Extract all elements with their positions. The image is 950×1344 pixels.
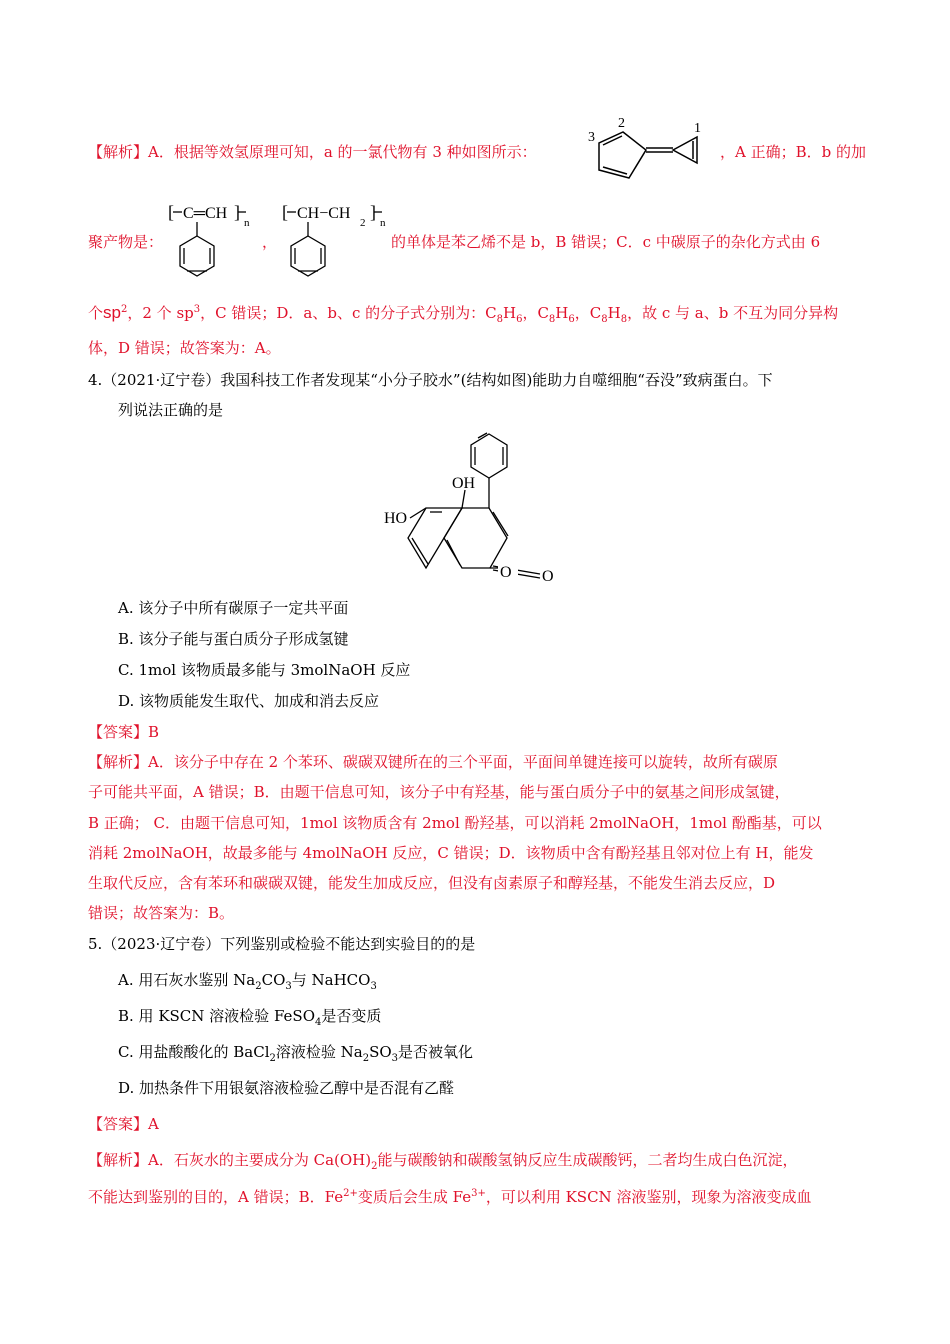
- svg-text:n: n: [244, 217, 250, 229]
- question-5-option-d: D. 加热条件下用银氨溶液检验乙醇中是否混有乙醛: [118, 1079, 455, 1097]
- explanation-3-line-2a: 聚产物是：: [88, 233, 164, 251]
- question-5-option-b: B. 用 KSCN 溶液检验 FeSO$_4$是否变质: [118, 1007, 382, 1028]
- ring-o-label: O: [500, 564, 512, 581]
- explanation-3-line-1b: ，A 正确；B．b 的加: [720, 143, 866, 161]
- explanation-3-line-1: 【解析】A．根据等效氢原理可知，a 的一氯代物有 3 种如图所示：: [88, 143, 537, 161]
- polymer-structure-2: [282, 198, 392, 283]
- polymer-structure-1: [168, 198, 258, 283]
- question-5-answer: 【答案】A: [88, 1115, 159, 1133]
- coumarin-structure: [380, 428, 580, 588]
- question-4-answer: 【答案】B: [88, 723, 160, 741]
- question-4-stem-2: 列说法正确的是: [118, 401, 224, 419]
- question-5-explanation-2: 不能达到鉴别的目的，A 错误；B．$Fe^{2+}$变质后会生成 $Fe^{3+}$，可以利用 KSCN 溶液鉴别，现象为溶液变成血: [88, 1188, 812, 1206]
- explanation-3-line-2b: 的单体是苯乙烯不是 b，B 错误；C．c 中碳原子的杂化方式由 6: [391, 233, 821, 251]
- question-5-option-c: C. 用盐酸酸化的 BaCl$_2$溶液检验 $Na_2SO_3$是否被氧化: [118, 1043, 474, 1064]
- explanation-3-line-3: 个$sp^2$，2 个 $sp^3$，C 错误；D．a、b、c 的分子式分别为：$C_8H_6$，$C_8H_6$，$C_8H_8$，故 c 与 a、b 不互为同分异构: [88, 303, 839, 325]
- label-2: 2: [618, 116, 625, 131]
- explanation-3-line-4: 体，D 错误；故答案为：A。: [88, 339, 281, 357]
- svg-text:]: ]: [234, 202, 240, 222]
- label-3: 3: [588, 130, 595, 145]
- question-4-explanation-6: 错误；故答案为：B。: [88, 904, 235, 922]
- question-4-option-c: C. 1mol 该物质最多能与 3molNaOH 反应: [118, 661, 411, 679]
- question-4-explanation-3: B 正确； C．由题干信息可知，1mol 该物质含有 2mol 酚羟基，可以消耗 2molNaOH，1mol 酚酯基，可以: [88, 814, 822, 832]
- fulvene-structure: [585, 115, 715, 185]
- oh-label: OH: [452, 475, 476, 492]
- question-4-option-a: A. 该分子中所有碳原子一定共平面: [118, 599, 349, 617]
- question-4-explanation-5: 生取代反应，含有苯环和碳碳双键，能发生加成反应，但没有卤素原子和醇羟基，不能发生消去反应，D: [88, 874, 776, 892]
- question-5-explanation-1: 【解析】A．石灰水的主要成分为 $Ca(OH)_2$能与碳酸钠和碳酸氢钠反应生成碳酸钙，二者均生成白色沉淀，: [88, 1151, 798, 1172]
- svg-text:[: [: [168, 202, 174, 222]
- carbonyl-o-label: O: [542, 568, 554, 585]
- label-1: 1: [694, 121, 701, 136]
- svg-text:[: [: [282, 202, 288, 222]
- question-4-explanation-4: 消耗 2molNaOH，故最多能与 4molNaOH 反应，C 错误；D．该物质中含有酚羟基且邻对位上有 H，能发: [88, 844, 814, 862]
- ho-label: HO: [384, 510, 408, 527]
- svg-text:C═CH: C═CH: [183, 205, 228, 222]
- question-5-stem: 5.（2023·辽宁卷）下列鉴别或检验不能达到实验目的的是: [88, 935, 476, 953]
- question-4-option-d: D. 该物质能发生取代、加成和消去反应: [118, 692, 380, 710]
- question-4-explanation-2: 子可能共平面，A 错误；B．由题干信息可知，该分子中有羟基，能与蛋白质分子中的氨基之间形成氢键，: [88, 783, 790, 801]
- svg-text:]: ]: [370, 202, 376, 222]
- question-4-stem-1: 4.（2021·辽宁卷）我国科技工作者发现某“小分子胶水”(结构如图)能助力自噬细胞“吞没”致病蛋白。下: [88, 371, 773, 389]
- explanation-3-comma: ，: [262, 233, 278, 251]
- svg-text:2: 2: [360, 217, 366, 229]
- question-5-option-a: A. 用石灰水鉴别 $Na_2CO_3$与 NaHCO$_3$: [118, 971, 377, 992]
- svg-text:CH−CH: CH−CH: [297, 205, 351, 222]
- question-4-explanation-1: 【解析】A．该分子中存在 2 个苯环、碳碳双键所在的三个平面，平面间单键连接可以旋转，故所有碳原: [88, 753, 778, 771]
- svg-text:n: n: [380, 217, 386, 229]
- question-4-option-b: B. 该分子能与蛋白质分子形成氢键: [118, 630, 349, 648]
